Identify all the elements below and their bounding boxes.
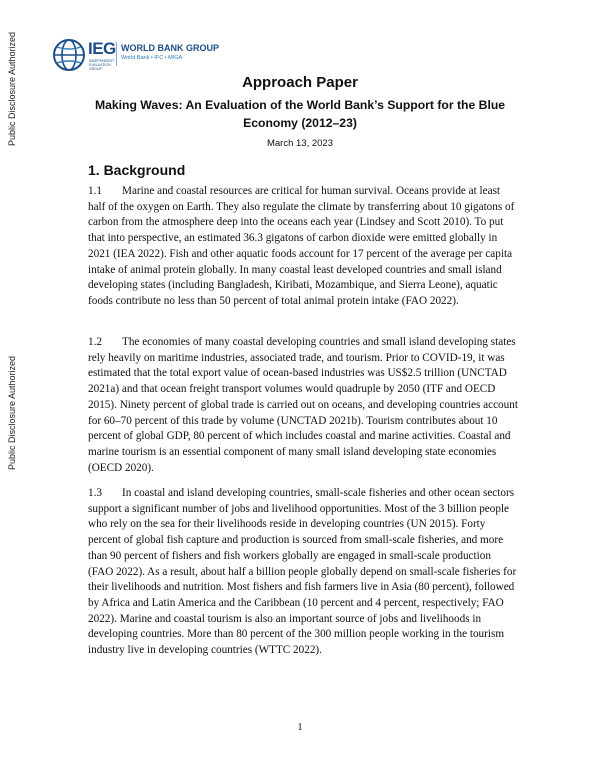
ieg-wbg-logo	[52, 38, 292, 74]
wbg-subtitle: World Bank • IFC • MIGA	[121, 55, 183, 61]
page-subtitle: Making Waves: An Evaluation of the World Bank’s Support for the Blue Economy (2012–23)	[94, 98, 506, 130]
paragraph-number: 1.1	[88, 185, 102, 197]
paragraph-text: In coastal and island developing countries, small-scale fisheries and other ocean sectors support a significant number of jobs and livelihood opportunities. Most of the 3 billion people who rely on the sea for their livelihoods reside in developing countries (UN 2015). Forty percent of global fish capture and production is sourced from small-scale fisheries, and more than 90 percent of fishers and fish workers globally are engaged in small-scale production (FAO 2022). As a result, about half a billion people globally depend on small-scale fisheries for their livelihoods and nutrition. Most fishers and fish farmers live in Asia (80 percent), followed by Africa and Latin America and the Caribbean (10 percent and 4 percent, respectively; FAO 2022). Marine and coastal tourism is also an important source of jobs and livelihoods in developing countries. More than 80 percent of the 300 million people working in the tourism industry live in developing countries (WTTC 2022).	[88, 487, 517, 657]
paragraph-number: 1.3	[88, 487, 102, 499]
ieg-wordmark: IEG	[88, 39, 116, 58]
ieg-subtitle: INDEPENDENT EVALUATION GROUP	[89, 59, 115, 71]
globe-icon	[52, 38, 86, 72]
disclosure-label-top: Public Disclosure Authorized	[7, 31, 17, 146]
paragraph	[88, 486, 518, 659]
paragraph	[88, 184, 518, 310]
paragraph-number: 1.2	[88, 336, 102, 348]
page-number: 1	[297, 722, 303, 733]
page-title: Approach Paper	[242, 74, 358, 91]
paragraph-text: The economies of many coastal developing countries and small island developing states rely heavily on maritime industries, associated trade, and tourism. Prior to COVID-19, it was estimated that the total export value of ocean-based industries was US$2.5 trillion (UNCTAD 2021a) and that ocean freight transport volumes would quadruple by 2050 (ITF and OECD 2015). Ninety percent of global trade is carried out on oceans, and developing countries account for 60–70 percent of this trade by volume (UNCTAD 2021b). Tourism contributes about 10 percent of global GDP, 80 percent of which includes coastal and marine activities. Coastal and marine tourism is an essential component of many small island developing state economies (OECD 2020).	[88, 336, 518, 474]
wbg-wordmark: WORLD BANK GROUP	[121, 43, 219, 53]
logo-divider	[116, 42, 117, 66]
paragraph	[88, 335, 518, 476]
section-heading: 1. Background	[88, 162, 186, 178]
document-date: March 13, 2023	[266, 138, 333, 149]
paragraph-text: Marine and coastal resources are critical for human survival. Oceans provide at least half of the oxygen on Earth. They also regulate the climate by transferring about 10 gigatons of carbon from the atmosphere deep into the oceans each year (Lindsey and Scott 2010). To put that into perspective, an estimated 36.3 gigatons of carbon dioxide were emitted globally in 2021 (IEA 2022). Fish and other aquatic foods account for 17 percent of the average per capita intake of animal protein globally. In many coastal least developed countries and small island developing states (including Bangladesh, Kiribati, Mozambique, and Sierra Leone), aquatic foods contribute no less than 50 percent of total animal protein intake (FAO 2022).	[88, 185, 515, 307]
disclosure-label-bottom: Public Disclosure Authorized	[7, 355, 17, 470]
